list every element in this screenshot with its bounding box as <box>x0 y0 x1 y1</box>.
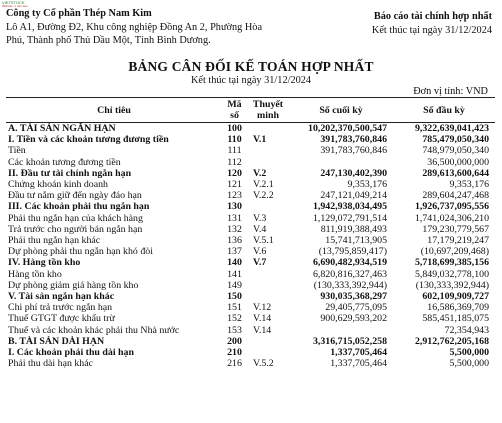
row-begin-value: 2,912,762,205,168 <box>414 335 489 347</box>
logo-subtext: Website: 1 van dau <box>2 4 28 8</box>
row-code: 110 <box>227 134 242 146</box>
row-note: V.3 <box>253 212 267 224</box>
column-header-code: Mã số <box>222 98 247 123</box>
row-end-value: 247,121,049,214 <box>320 190 387 202</box>
row-item-name: Phải thu ngắn hạn khác <box>8 235 101 247</box>
table-body <box>6 123 495 370</box>
row-begin-value: 602,109,909,727 <box>422 291 489 303</box>
table-row <box>6 168 495 179</box>
table-row <box>6 257 495 268</box>
row-note: V.6 <box>253 246 267 258</box>
row-note: V.4 <box>253 223 267 235</box>
row-item-name: Chi phí trả trước ngắn hạn <box>8 302 113 314</box>
row-end-value: 3,316,715,052,258 <box>312 335 387 347</box>
row-note: V.12 <box>253 302 272 314</box>
row-code: 141 <box>227 268 242 280</box>
report-header <box>292 10 492 37</box>
row-item-name: Dự phòng giảm giá hàng tồn kho <box>8 279 139 291</box>
row-end-value: 1,129,072,791,514 <box>312 212 387 224</box>
company-header <box>6 7 306 48</box>
row-end-value: (13,795,859,417) <box>318 246 387 258</box>
row-item-name: A. TÀI SẢN NGẮN HẠN <box>6 123 222 135</box>
row-begin-value: 5,849,032,778,100 <box>414 268 489 280</box>
table-row <box>6 358 495 369</box>
table-row <box>6 157 495 168</box>
row-item-name: Hàng tồn kho <box>8 268 62 280</box>
row-item-name: Tiền <box>8 145 26 157</box>
table-row <box>6 224 495 235</box>
report-title: Báo cáo tài chính hợp nhất <box>373 11 492 22</box>
table-row <box>6 235 495 246</box>
row-end-value: 6,820,816,327,463 <box>312 268 387 280</box>
row-note <box>247 291 289 302</box>
row-item-name: II. Đầu tư tài chính ngắn hạn <box>8 167 132 179</box>
row-end-value <box>289 157 393 168</box>
row-begin-value: 17,179,219,247 <box>427 235 489 247</box>
row-begin-value: 179,230,779,567 <box>422 223 489 235</box>
row-begin-value: 36,500,000,000 <box>427 156 489 168</box>
row-code: 216 <box>227 358 242 370</box>
table-row <box>6 280 495 291</box>
company-address-line2: Phú, Thành phố Thủ Dầu Một, Tỉnh Bình Dương. <box>6 35 211 46</box>
table-header-row <box>6 98 495 123</box>
row-begin-value: 5,718,699,385,156 <box>414 257 489 269</box>
row-note: V.1 <box>253 134 267 146</box>
row-code: 137 <box>227 246 242 258</box>
row-note: V.7 <box>253 257 267 269</box>
row-begin-value: 1,926,737,095,556 <box>414 201 489 213</box>
row-end-value: 930,035,368,297 <box>320 291 387 303</box>
row-end-value <box>289 325 393 336</box>
row-code: 200 <box>227 335 242 347</box>
table-row <box>6 179 495 190</box>
table-row <box>6 246 495 257</box>
row-note: V.14 <box>253 313 272 325</box>
row-begin-value: 72,354,943 <box>444 324 489 336</box>
row-code: 140 <box>227 257 242 269</box>
table-row <box>6 201 495 212</box>
row-item-name: B. TÀI SẢN DÀI HẠN <box>8 335 105 347</box>
row-item-name: Trả trước cho người bán ngắn hạn <box>8 223 143 235</box>
row-item-name: Các khoản tương đương tiền <box>8 156 121 168</box>
row-code: 112 <box>227 156 242 168</box>
row-code: 150 <box>227 291 242 303</box>
row-code: 153 <box>227 324 242 336</box>
row-end-value: 9,353,176 <box>347 179 387 191</box>
row-end-value: (130,333,392,944) <box>313 279 387 291</box>
row-note: V.2.1 <box>253 179 274 191</box>
row-item-name: Đầu tư nắm giữ đến ngày đáo hạn <box>8 190 142 202</box>
row-code: 131 <box>227 212 242 224</box>
row-end-value: 1,337,705,464 <box>330 347 387 359</box>
row-code: 100 <box>222 123 247 135</box>
table-row <box>6 313 495 324</box>
row-note <box>247 280 289 291</box>
table-row <box>6 291 495 302</box>
table-row <box>6 336 495 347</box>
row-note <box>247 145 289 156</box>
row-code: 130 <box>227 201 242 213</box>
row-end-value: 6,690,482,934,519 <box>312 257 387 269</box>
row-note: V.2.2 <box>253 190 274 202</box>
table-row <box>6 325 495 336</box>
logo-text: VIETSTOCK <box>2 0 25 5</box>
row-begin-value: 1,741,024,306,210 <box>414 212 489 224</box>
row-note: V.5.1 <box>253 235 274 247</box>
row-code: 123 <box>227 190 242 202</box>
balance-sheet-table <box>6 97 495 369</box>
row-end-value: 247,130,402,390 <box>320 167 387 179</box>
row-end-value: 900,629,593,202 <box>320 313 387 325</box>
row-code: 210 <box>227 347 242 359</box>
row-note <box>247 269 289 280</box>
row-end-value: 1,942,938,034,495 <box>312 201 387 213</box>
row-code: 121 <box>227 179 242 191</box>
row-item-name: Thuế và các khoản khác phải thu Nhà nước <box>8 324 180 336</box>
row-note <box>247 201 289 212</box>
page-title: BẢNG CÂN ĐỐI KẾ TOÁN HỢP NHẤT <box>128 59 374 74</box>
row-begin-value: 289,613,600,644 <box>422 167 489 179</box>
row-code: 136 <box>227 235 242 247</box>
row-code: 151 <box>227 302 242 314</box>
row-begin-value: 785,479,050,340 <box>422 134 489 146</box>
row-end-value: 391,783,760,846 <box>320 145 387 157</box>
column-header-end: Số cuối kỳ <box>289 98 393 123</box>
row-item-name: Phải thu ngắn hạn của khách hàng <box>8 212 143 224</box>
row-note: V.2 <box>253 167 267 179</box>
row-end-value: 1,337,705,464 <box>330 358 387 370</box>
row-begin-value: 9,353,176 <box>449 179 489 191</box>
column-header-item: Chỉ tiêu <box>6 98 222 123</box>
report-period: Kết thúc tại ngày 31/12/2024 <box>371 24 492 36</box>
row-note <box>247 123 289 135</box>
row-note <box>247 336 289 347</box>
company-address-line1: Lô A1, Đường Đ2, Khu công nghiệp Đồng An 2, Phường Hòa <box>6 21 263 33</box>
row-item-name: Thuế GTGT được khấu trừ <box>8 313 115 325</box>
row-code: 149 <box>227 279 242 291</box>
row-item-name: I. Tiền và các khoản tương đương tiền <box>8 134 169 146</box>
row-begin-value: (10,697,209,468) <box>420 246 489 258</box>
table-row <box>6 269 495 280</box>
row-begin-value: 9,322,639,041,423 <box>393 123 495 135</box>
currency-unit: Đơn vị tính: VND <box>413 86 488 97</box>
row-item-name: III. Các khoản phải thu ngắn hạn <box>8 201 150 213</box>
table-row <box>6 347 495 358</box>
row-end-value: 811,919,388,493 <box>320 223 387 235</box>
table-row <box>6 190 495 201</box>
row-begin-value: 16,586,369,709 <box>427 302 489 314</box>
table-row <box>6 213 495 224</box>
row-begin-value: 5,500,000 <box>449 347 489 359</box>
row-code: 111 <box>227 145 242 157</box>
row-begin-value: 289,604,247,468 <box>422 190 489 202</box>
row-begin-value: 5,500,000 <box>449 358 489 370</box>
column-header-begin: Số đầu kỳ <box>393 98 495 123</box>
row-item-name: IV. Hàng tồn kho <box>8 257 81 269</box>
table-row <box>6 123 495 135</box>
row-begin-value: 748,979,050,340 <box>422 145 489 157</box>
row-item-name: Chứng khoán kinh doanh <box>8 179 108 191</box>
table-row <box>6 145 495 156</box>
row-begin-value: 585,451,185,075 <box>422 313 489 325</box>
column-header-note: Thuyết minh <box>247 98 289 123</box>
row-end-value: 10,202,370,500,547 <box>289 123 393 135</box>
row-code: 152 <box>227 313 242 325</box>
row-note: V.5.2 <box>253 358 274 370</box>
table-row <box>6 134 495 145</box>
row-end-value: 15,741,713,905 <box>325 235 387 247</box>
row-item-name: V. Tài sản ngắn hạn khác <box>8 291 115 303</box>
row-begin-value: (130,333,392,944) <box>415 279 489 291</box>
row-end-value: 29,405,775,095 <box>325 302 387 314</box>
row-item-name: Dự phòng phải thu ngắn hạn khó đòi <box>8 246 153 258</box>
row-note: V.14 <box>253 324 272 336</box>
row-code: 132 <box>227 223 242 235</box>
row-note <box>247 347 289 358</box>
page-subtitle: Kết thúc tại ngày 31/12/2024 <box>190 75 312 86</box>
row-end-value: 391,783,760,846 <box>320 134 387 146</box>
company-name: Công ty Cổ phần Thép Nam Kim <box>6 8 152 19</box>
row-item-name: I. Các khoản phải thu dài hạn <box>8 347 134 359</box>
row-item-name: Phải thu dài hạn khác <box>8 358 94 370</box>
row-code: 120 <box>227 167 242 179</box>
row-note <box>247 157 289 168</box>
table-row <box>6 302 495 313</box>
